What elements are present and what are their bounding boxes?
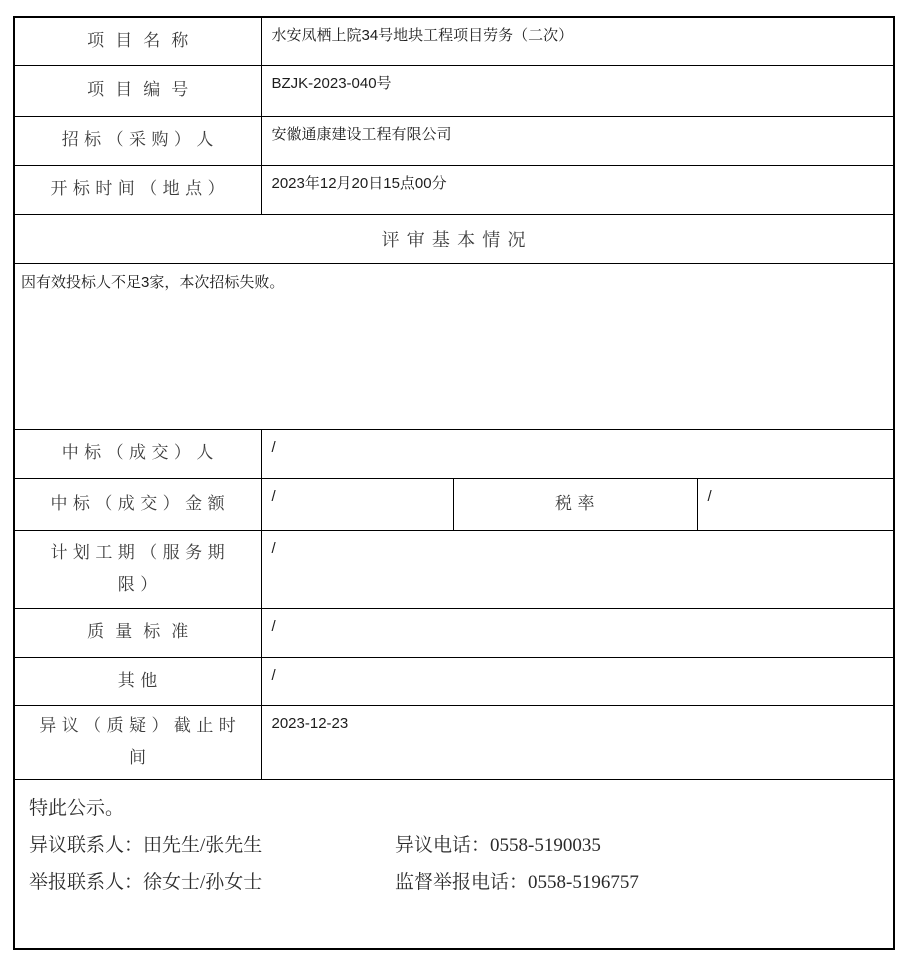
table-row — [14, 478, 894, 530]
purchaser-label: 招标（采购）人 — [14, 116, 261, 165]
project-number-label: 项目编号 — [14, 65, 261, 116]
table-row — [14, 530, 894, 608]
planned-period-value: / — [261, 530, 894, 608]
bid-result-table — [13, 16, 895, 950]
table-row — [14, 429, 894, 478]
quality-standard-label: 质量标准 — [14, 608, 261, 657]
amount-label: 中标（成交）金额 — [14, 478, 261, 530]
objection-deadline-label: 异议（质疑）截止时间 — [14, 705, 261, 779]
objection-deadline-value: 2023-12-23 — [261, 705, 894, 779]
planned-period-label: 计划工期（服务期限） — [14, 530, 261, 608]
report-contact-line — [29, 864, 879, 901]
review-result-row — [14, 263, 894, 429]
table-row — [14, 116, 894, 165]
objection-contact: 异议联系人：田先生/张先生 — [29, 834, 263, 856]
table-row — [14, 608, 894, 657]
bid-opening-time-value: 2023年12月20日15点00分 — [261, 165, 894, 214]
winner-label: 中标（成交）人 — [14, 429, 261, 478]
notice-line: 特此公示。 — [29, 797, 125, 819]
purchaser-value: 安徽通康建设工程有限公司 — [261, 116, 894, 165]
quality-standard-value: / — [261, 608, 894, 657]
report-contact: 举报联系人：徐女士/孙女士 — [29, 871, 263, 893]
project-number-value: BZJK-2023-040号 — [261, 65, 894, 116]
bid-opening-time-label: 开标时间（地点） — [14, 165, 261, 214]
review-section-header: 评审基本情况 — [14, 214, 894, 263]
other-value: / — [261, 657, 894, 705]
footer-notice-block — [14, 779, 894, 949]
amount-value: / — [261, 478, 453, 530]
objection-contact-line — [29, 827, 879, 864]
winner-value: / — [261, 429, 894, 478]
other-label: 其他 — [14, 657, 261, 705]
project-name-label: 项目名称 — [14, 17, 261, 65]
section-header-row — [14, 214, 894, 263]
table-row — [14, 165, 894, 214]
footer-row — [14, 779, 894, 949]
tax-rate-value: / — [697, 478, 894, 530]
tax-rate-label: 税率 — [453, 478, 697, 530]
report-phone: 监督举报电话：0558-5196757 — [395, 871, 639, 893]
review-result-text: 因有效投标人不足3家，本次招标失败。 — [14, 263, 894, 429]
project-name-value: 水安凤栖上院34号地块工程项目劳务（二次） — [261, 17, 894, 65]
table-row — [14, 657, 894, 705]
table-row — [14, 17, 894, 65]
objection-phone: 异议电话：0558-5190035 — [395, 834, 601, 856]
table-row — [14, 705, 894, 779]
table-row — [14, 65, 894, 116]
